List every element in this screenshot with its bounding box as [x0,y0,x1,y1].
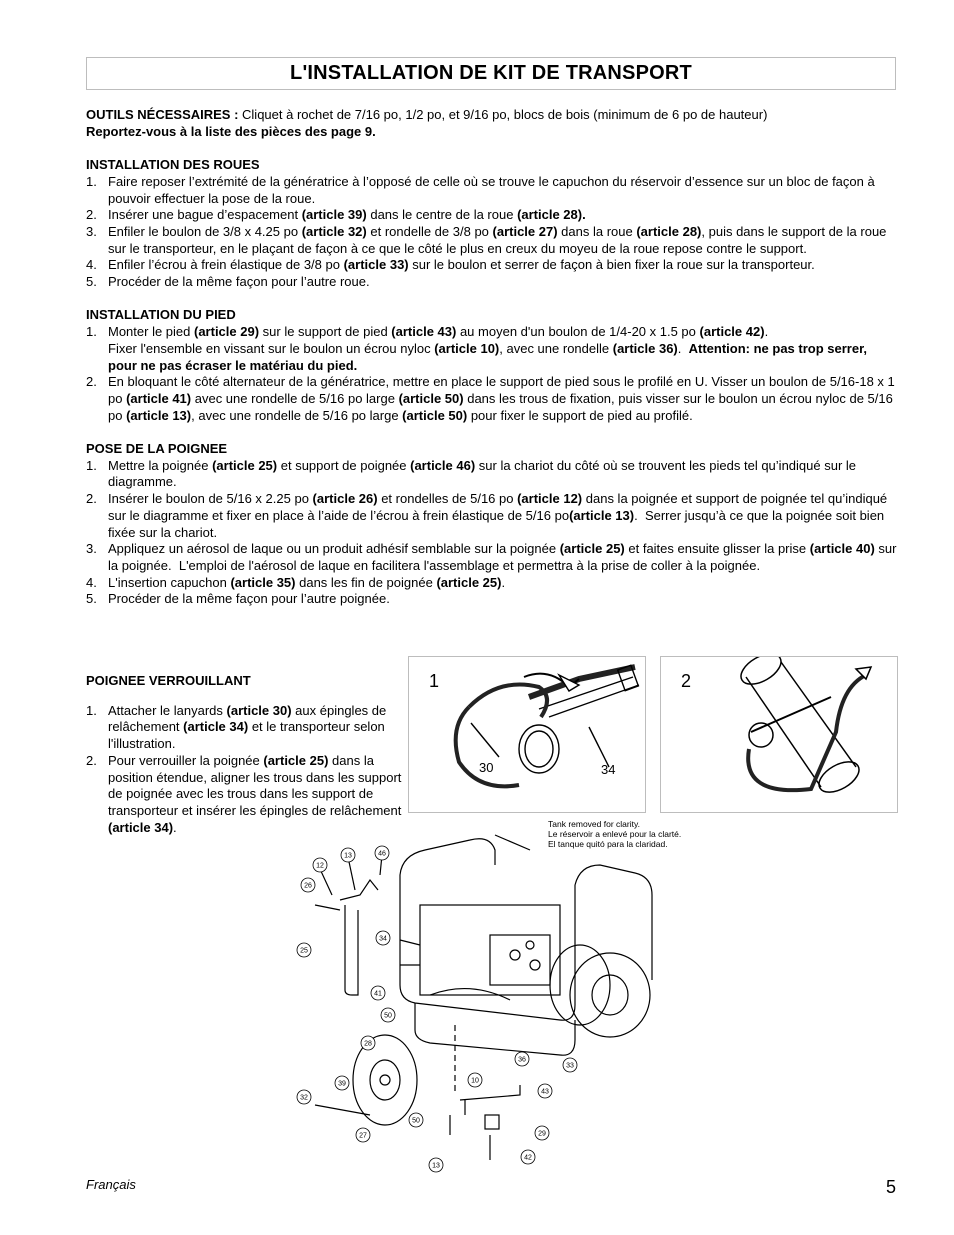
callout-label: 34 [379,935,387,943]
list-item-text: Pour verrouiller la poignée (article 25) dans la position étendue, aligner les trous dans les support de poignée avec les trous dans les support de transporteur et insérer les épingles de relâchement (article 34). [108,752,402,835]
list-item [86,575,898,592]
pin-on-tube-illustration [661,657,897,812]
section-heading-poignee: POSE DE LA POIGNEE [86,441,228,457]
list-item-number: 3. [86,541,97,557]
list-item-text: Appliquez un aérosol de laque ou un produit adhésif semblable sur la poignée (article 25) et faites ensuite glisser la prise (article 40) sur la poignée. L'emploi de l'aérosol de laque en facilitera l'assemblage et permettra à la prise de coller à la poignée. [108,541,897,573]
callout-label: 42 [524,1154,532,1162]
list-item-text: Faire reposer l’extrémité de la génératrice à l’opposé de celle où se trouve le capuchon du réservoir d’essence sur un bloc de façon à pouvoir effectuer la pose de la roue. [108,173,875,206]
list-item-number: 1. [86,173,97,189]
callout-label: 13 [432,1162,440,1170]
callout-label: 29 [538,1130,546,1138]
list-item-text: En bloquant le côté alternateur de la génératrice, mettre en place le support de pied sous le profilé en U. Visser un boulon de 5/16-18 x 1 po (article 41) avec une rondelle de 5/16 po large (article 50) dans les trous de fixation, puis visser sur le boulon un écrou nyloc de 5/16 po (article 13), avec une rondelle de 5/16 po large (article 50) pour fixer le support de pied au profilé. [108,374,895,423]
list-item-number: 5. [86,274,97,290]
callout-label: 13 [344,852,352,860]
tools-text: Cliquet à rochet de 7/16 po, 1/2 po, et 9/16 po, blocs de bois (minimum de 6 po de hauteur) [238,107,768,122]
callout-label: 50 [384,1012,392,1020]
figure-1-number: 1 [429,671,440,691]
list-roues [86,174,898,291]
list-item-number: 2. [86,207,97,223]
list-item-text: Mettre la poignée (article 25) et support de poignée (article 46) sur la chariot du côté où se trouvent les pieds tel qu’indiqué sur le diagramme. [108,457,857,490]
list-item-number: 3. [86,223,97,239]
list-item-text: Enfiler l’écrou à frein élastique de 3/8 po (article 33) sur le boulon et serrer de façon à bien fixer la roue sur la transporteur. [108,257,815,273]
list-item-number: 2. [86,491,97,507]
section-heading-pied: INSTALLATION DU PIED [86,307,236,323]
figure-2 [660,656,898,813]
list-item [86,458,898,491]
page-title: L'INSTALLATION DE KIT DE TRANSPORT [290,62,692,84]
figure-2-number: 2 [681,671,692,691]
list-item-text: Insérer une bague d’espacement (article 39) dans le centre de la roue (article 28). [108,207,586,223]
list-pied [86,324,898,424]
list-item [86,224,898,257]
callout-numbers [297,846,577,1172]
list-item-number: 1. [86,702,97,718]
list-item-text: Enfiler le boulon de 3/8 x 4.25 po (article 32) et rondelle de 3/8 po (article 27) dans la roue (article 28), puis dans le support de la roue sur le transporteur, en le plaçant de façon à ce que le côté le plus en creux du moyeu de la roue repose contre le support. [108,223,887,256]
lanyard-pin-illustration [409,657,645,812]
list-item [86,207,898,224]
title-box [86,57,896,90]
figure-1 [408,656,646,813]
tools-label: OUTILS NÉCESSAIRES : [86,107,239,122]
section-verrouillant [86,660,402,836]
diagram-note-line-1: Tank removed for clarity. [548,819,640,829]
diagram-note-line-3: El tanque quitó para la claridad. [548,839,668,849]
callout-label: 26 [304,882,312,890]
footer-language: Français [86,1177,136,1192]
callout-label: 50 [412,1117,420,1125]
list-item [86,274,898,291]
callout-label: 10 [471,1077,479,1085]
list-item-text: Procéder de la même façon pour l’autre roue. [108,274,370,290]
figure-1-callout-30: 30 [479,760,494,775]
parts-reference: Reportez-vous à la liste des pièces des page 9. [86,123,376,139]
callout-label: 32 [300,1094,308,1102]
callout-label: 46 [378,850,386,858]
list-item [86,591,898,608]
callout-label: 27 [359,1132,367,1140]
list-item-text: L'insertion capuchon (article 35) dans les fin de poignée (article 25). [108,574,506,590]
callout-label: 33 [566,1062,574,1070]
list-item [86,541,898,574]
list-item-text: Monter le pied (article 29) sur le support de pied (article 43) au moyen d'un boulon de 1/4-20 x 1.5 po (article 42). Fixer l'ensemble en vissant sur le boulon un écrou nyloc (article 10), avec une rondelle (article 36). Attention: ne pas trop serrer, pour ne pas écraser le matériau du pied. [108,324,868,373]
list-item-number: 1. [86,324,97,340]
callout-label: 36 [518,1056,526,1064]
callout-label: 28 [364,1040,372,1048]
section-heading-verrouillant: POIGNEE VERROUILLANT [86,673,251,688]
list-item [86,491,898,541]
list-item-number: 4. [86,257,97,273]
list-item-text: Attacher le lanyards (article 30) aux épingles de relâchement (article 34) et le transporteur selon l'illustration. [108,702,387,752]
list-item [86,703,402,753]
list-item-text: Insérer le boulon de 5/16 x 2.25 po (article 26) et rondelles de 5/16 po (article 12) dans la poignée et support de poignée tel qu’indiqué sur le diagramme et fixer en place à l’aide de l’écrou à frein élastique de 5/16 po(article 13). Serrer jusqu’à ce que la poignée soit bien fixée sur la chariot. [108,491,888,540]
exploded-assembly-diagram [290,815,730,1175]
figure-1-callout-34: 34 [601,762,616,777]
list-item [86,374,898,424]
list-item-text: Procéder de la même façon pour l’autre poignée. [108,591,390,607]
callout-label: 25 [300,947,308,955]
instructions [86,107,898,608]
section-heading-roues: INSTALLATION DES ROUES [86,157,260,173]
list-item-number: 2. [86,374,97,390]
callout-label: 43 [541,1088,549,1096]
callout-label: 39 [338,1080,346,1088]
callout-label: 12 [316,862,324,870]
diagram-note-line-2: Le réservoir a enlevé pour la clarté. [548,829,682,839]
list-item [86,257,898,274]
list-item [86,324,898,374]
list-item-number: 2. [86,752,97,768]
list-item-number: 5. [86,591,97,607]
page-number: 5 [885,1177,896,1197]
list-item [86,174,898,207]
callout-label: 41 [374,990,382,998]
list-poignee [86,458,898,608]
tools-line [86,107,898,124]
list-item-number: 1. [86,457,97,473]
list-item-number: 4. [86,574,97,590]
